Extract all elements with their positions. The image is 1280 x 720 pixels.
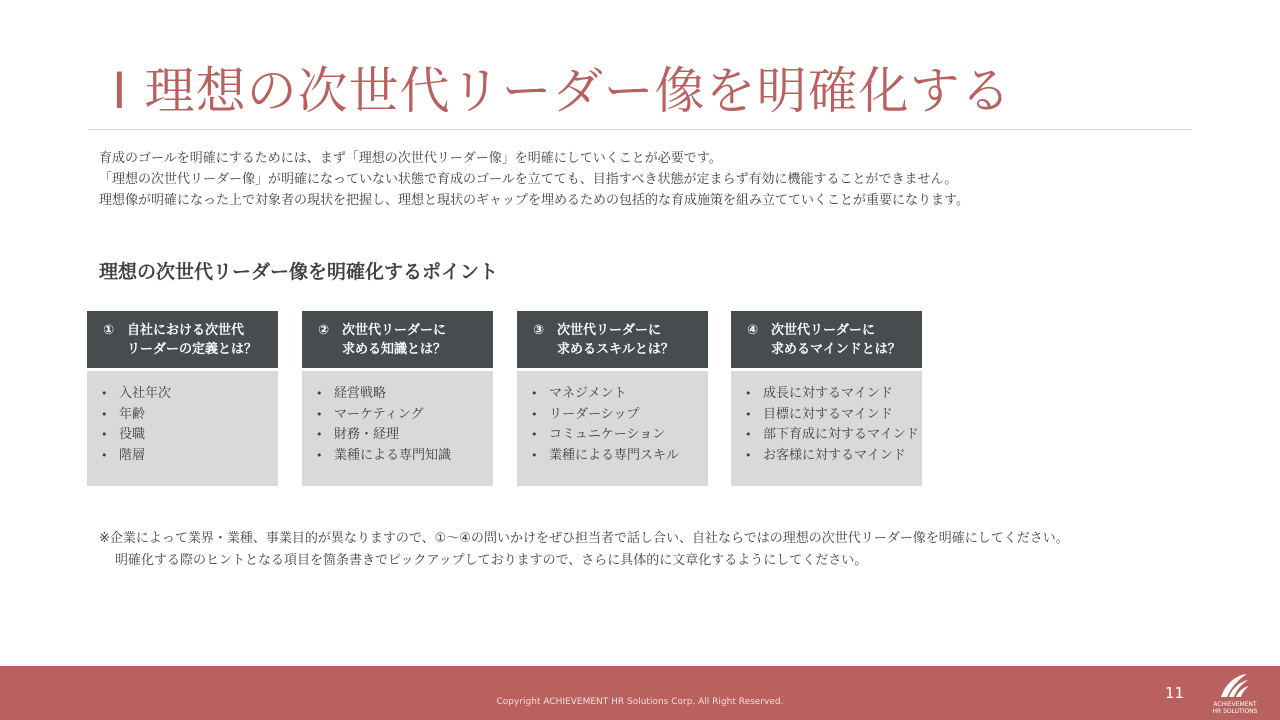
- card-heading-line: 求める知識とは？: [342, 342, 447, 357]
- card-header: [302, 311, 493, 368]
- point-card-1: [87, 311, 278, 486]
- bullet-icon: •: [316, 428, 323, 441]
- card-body: [517, 371, 708, 486]
- list-item: • 部下育成に対するマインド: [745, 425, 922, 446]
- card-heading-line: 次世代リーダーに: [771, 323, 876, 338]
- bullet-icon: •: [316, 387, 323, 400]
- bullet-icon: •: [101, 387, 108, 400]
- card-item-list: [101, 384, 278, 466]
- card-item-list: [745, 384, 922, 466]
- list-item: • お客様に対するマインド: [745, 446, 922, 467]
- bullet-icon: •: [531, 407, 538, 421]
- card-heading-line: 求めるスキルとは？: [557, 342, 674, 357]
- point-card-4: [731, 311, 922, 486]
- bullet-icon: •: [316, 448, 323, 462]
- list-item: • 階層: [101, 446, 278, 467]
- card-body: [87, 371, 278, 486]
- bullet-icon: •: [745, 387, 752, 400]
- intro-line: 育成のゴールを明確にするためには、まず「理想の次世代リーダー像」を明確にしていくことが必要です。: [99, 151, 722, 166]
- intro-line: 理想像が明確になった上で対象者の現状を把握し、理想と現状のギャップを埋めるための包括的な育成施策を組み立てていくことが重要になります。: [99, 193, 969, 208]
- company-logo-text: ACHIEVEMENT HR SOLUTIONS: [1212, 701, 1258, 715]
- list-item: • 目標に対するマインド: [745, 405, 922, 426]
- bullet-icon: •: [531, 428, 538, 441]
- card-heading-line: 求めるマインドとは？: [771, 342, 901, 357]
- card-heading-line: 次世代リーダーに: [342, 323, 447, 338]
- bullet-icon: •: [745, 428, 752, 441]
- card-body: [302, 371, 493, 486]
- point-card-2: [302, 311, 493, 486]
- point-card-3: [517, 311, 708, 486]
- list-item: • 業種による専門知識: [316, 446, 493, 467]
- page-title: Ⅰ 理想の次世代リーダー像を明確化する: [112, 62, 1012, 120]
- footnote-line: ※企業によって業界・業種、事業目的が異なりますので、①～④の問いかけをぜひ担当者で話し合い、自社ならではの理想の次世代リーダー像を明確にしてください。: [99, 531, 1069, 546]
- card-item-list: [531, 384, 708, 466]
- company-logo-icon: [1217, 671, 1251, 701]
- list-item: • 財務・経理: [316, 425, 493, 446]
- list-item: • 年齢: [101, 405, 278, 426]
- section-heading: 理想の次世代リーダー像を明確化するポイント: [99, 261, 499, 283]
- card-heading-line: リーダーの定義とは？: [127, 342, 258, 357]
- card-number: ③: [533, 323, 545, 338]
- list-item: • 役職: [101, 425, 278, 446]
- list-item: • マネジメント: [531, 384, 708, 405]
- list-item: • 入社年次: [101, 384, 278, 405]
- bullet-icon: •: [101, 448, 108, 462]
- list-item: • 成長に対するマインド: [745, 384, 922, 405]
- bullet-icon: •: [101, 428, 108, 441]
- list-item: • マーケティング: [316, 405, 493, 426]
- card-header: [731, 311, 922, 368]
- bullet-icon: •: [531, 387, 538, 400]
- footer-bar: [0, 666, 1280, 720]
- bullet-icon: •: [531, 448, 538, 462]
- card-header: [87, 311, 278, 368]
- intro-line: 「理想の次世代リーダー像」が明確になっていない状態で育成のゴールを立てても、目指すべき状態が定まらず有効に機能することができません。: [99, 172, 958, 187]
- copyright-text: Copyright ACHIEVEMENT HR Solutions Corp. All Right Reserved.: [496, 697, 784, 707]
- footnote: [99, 528, 1069, 572]
- list-item: • コミュニケーション: [531, 425, 708, 446]
- list-item: • 経営戦略: [316, 384, 493, 405]
- card-item-list: [316, 384, 493, 466]
- title-divider: [88, 129, 1192, 130]
- list-item: • リーダーシップ: [531, 405, 708, 426]
- card-header: [517, 311, 708, 368]
- bullet-icon: •: [745, 407, 752, 421]
- footnote-line: 明確化する際のヒントとなる項目を箇条書きでピックアップしておりますので、さらに具体的に文章化するようにしてください。: [115, 553, 868, 568]
- bullet-icon: •: [745, 448, 752, 462]
- card-heading-line: 次世代リーダーに: [557, 323, 662, 338]
- card-body: [731, 371, 922, 486]
- bullet-icon: •: [101, 407, 108, 421]
- page-number: 11: [1165, 684, 1185, 702]
- list-item: • 業種による専門スキル: [531, 446, 708, 467]
- card-number: ①: [103, 323, 115, 338]
- card-heading-line: 自社における次世代: [127, 323, 245, 338]
- card-number: ④: [747, 323, 759, 338]
- card-number: ②: [318, 323, 330, 338]
- intro-paragraph: [99, 148, 969, 211]
- bullet-icon: •: [316, 407, 323, 421]
